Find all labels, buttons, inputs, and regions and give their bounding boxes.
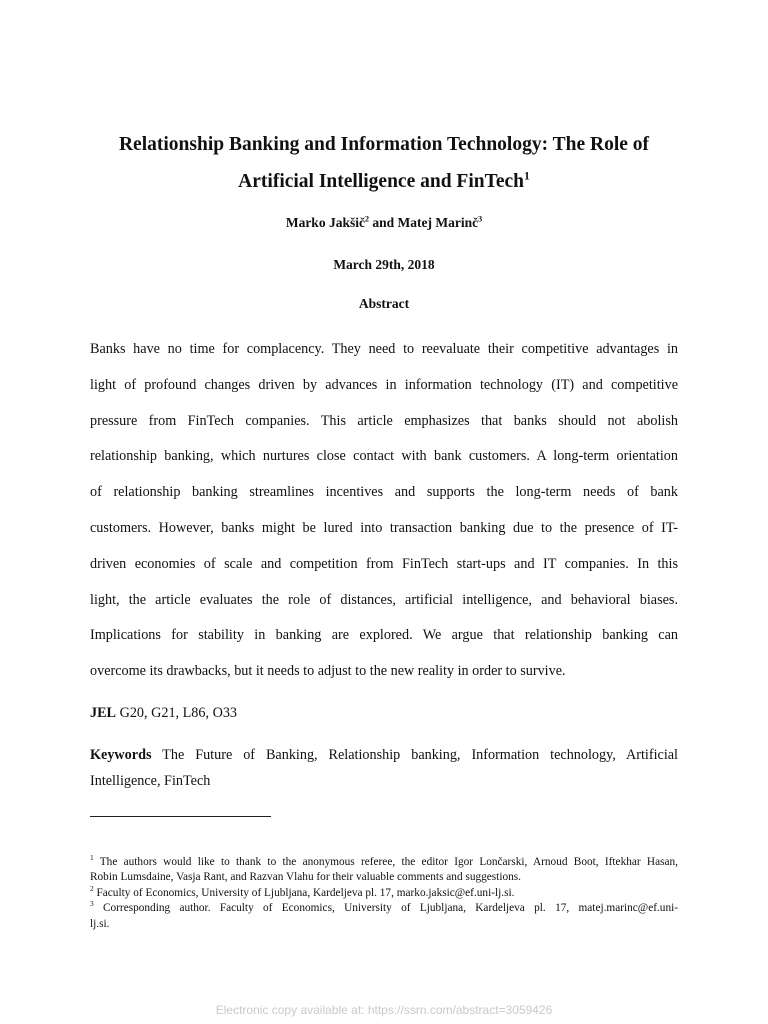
abstract-line: relationship banking, which nurtures close contact with bank customers. A long-term orientation [90,448,678,465]
ssrn-watermark-link[interactable]: Electronic copy available at: https://ssrn.com/abstract=3059426 [215,1003,553,1017]
footnote-1-text: The authors would like to thank to the anonymous referee, the editor Igor Lončarski, Arnoud Boot, Iftekhar Hasan, [93,856,678,868]
publication-date: March 29th, 2018 [333,257,435,272]
footnotes [90,855,678,932]
keywords-text-1: The Future of Banking, Relationship banking, Information technology, Artificial [151,747,678,763]
abstract-line: pressure from FinTech companies. This article emphasizes that banks should not abolish [90,412,678,429]
jel-label: JEL [90,705,117,721]
abstract-line: light of profound changes driven by advances in information technology (IT) and competitive [90,376,678,393]
title-line-2 [60,163,708,200]
footnote-2-text[interactable]: Faculty of Economics, University of Ljubljana, Kardeljeva pl. 17, marko.jaksic@ef.uni-lj.si. [93,886,515,899]
keywords-line-2: Intelligence, FinTech [90,773,211,789]
jel-codes-text: G20, G21, L86, O33 [116,705,238,721]
abstract-body [90,332,678,690]
title-line-2-text: Artificial Intelligence and FinTech [238,171,524,192]
keywords [90,742,678,794]
author-join: and [369,215,398,230]
jel-codes [90,705,237,722]
abstract-line: driven economies of scale and competition from FinTech start-ups and IT companies. In this [90,555,678,572]
author-1-footnote-marker[interactable]: 2 [364,214,369,224]
authors-line [0,215,768,231]
footnote-divider [90,816,271,817]
title-line-1: Relationship Banking and Information Technology: The Role of [118,134,650,155]
abstract-line: overcome its drawbacks, but it needs to adjust to the new reality in order to survive. [90,663,566,680]
paper-title [60,126,708,200]
footnote-2 [90,886,678,901]
keywords-line-1 [90,742,678,768]
abstract-heading: Abstract [358,296,410,311]
abstract-line: Implications for stability in banking are explored. We argue that relationship banking can [90,627,678,644]
footnote-3-continued[interactable]: lj.si. [90,917,110,930]
author-1: Marko Jakšič [285,215,365,230]
abstract-line: Banks have no time for complacency. They need to reevaluate their competitive advantages in [90,341,678,357]
footnote-3-number: 3 [90,899,94,909]
footnote-1-continued: Robin Lumsdaine, Vasja Rant, and Razvan Vlahu for their valuable comments and suggestions. [90,871,521,884]
footnote-1 [90,855,678,870]
keywords-label: Keywords [90,747,152,763]
footnote-1-number: 1 [90,853,94,863]
author-2: Matej Marinč [397,215,479,230]
footnote-2-number: 2 [90,884,94,894]
author-2-footnote-marker[interactable]: 3 [478,214,483,224]
abstract-line: of relationship banking streamlines incentives and supports the long-term needs of bank [90,484,678,501]
title-footnote-marker[interactable]: 1 [523,169,530,183]
abstract-line: customers. However, banks might be lured into transaction banking due to the presence of IT- [90,519,678,536]
footnote-3-text[interactable]: Corresponding author. Faculty of Economics, University of Ljubljana, Kardeljeva pl. 17, matej.marinc@ef.uni- [93,902,678,915]
footnote-3 [90,901,678,916]
abstract-line: light, the article evaluates the role of distances, artificial intelligence, and behavioral biases. [90,591,678,608]
